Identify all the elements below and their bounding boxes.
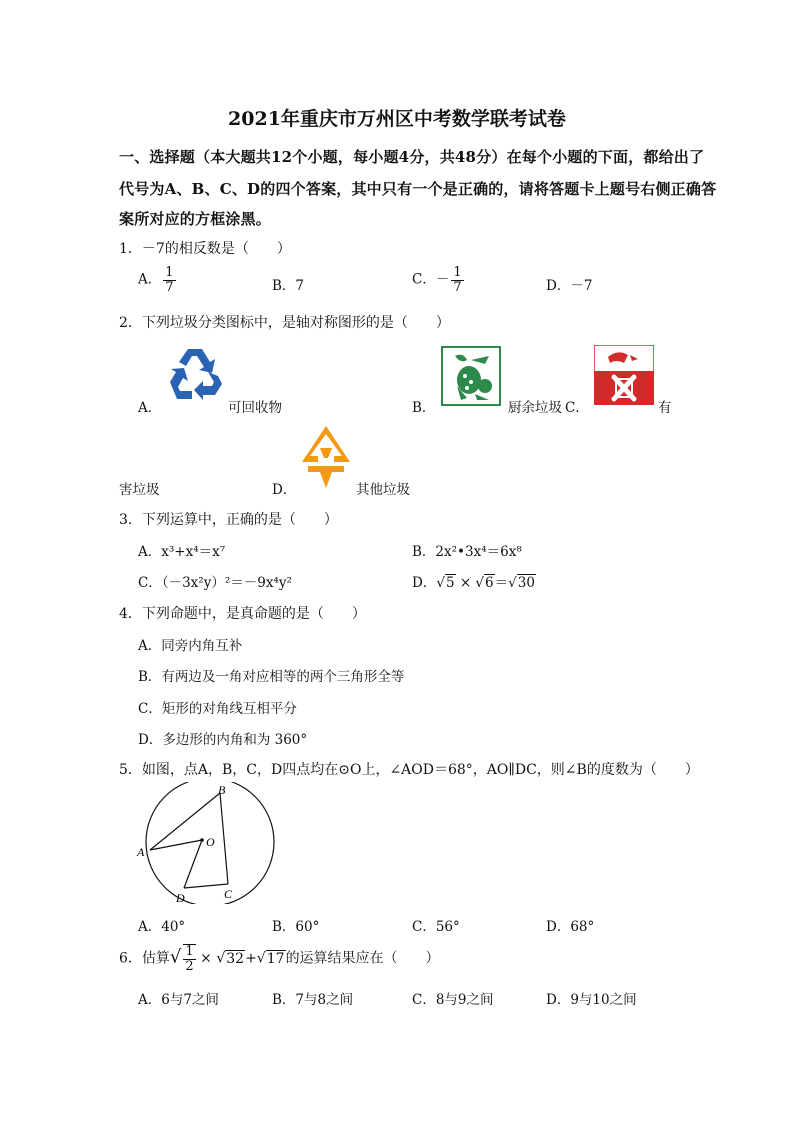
question-2-stem: 2．下列垃圾分类图标中，是轴对称图形的是（ ）	[119, 315, 450, 331]
q4-option-b: B．有两边及一角对应相等的两个三角形全等	[138, 669, 405, 685]
q4-option-a: A．同旁内角互补	[138, 638, 243, 654]
point-d-label: D	[176, 891, 185, 904]
kitchen-waste-icon	[441, 346, 501, 406]
q4-option-c: C．矩形的对角线互相平分	[138, 701, 297, 717]
q1-option-d: D．－7	[546, 278, 593, 294]
q6-option-c: C．8与9之间	[412, 992, 494, 1008]
point-c-label: C	[224, 887, 233, 901]
question-4-stem: 4．下列命题中，是真命题的是（ ）	[119, 606, 366, 622]
q6-option-a: A．6与7之间	[138, 992, 219, 1008]
q3-option-c: C．（－3x²y）²＝－9x⁴y²	[138, 575, 292, 591]
recycle-icon	[166, 346, 224, 402]
question-5-stem: 5．如图，点A，B，C，D四点均在⊙O上，∠AOD＝68°，AO∥DC，则∠B的度数为（ ）	[119, 762, 699, 778]
circle-geometry-figure	[136, 782, 286, 904]
q2-option-c-label: C．	[565, 400, 589, 416]
q6-option-b: B．7与8之间	[272, 992, 354, 1008]
q2-option-d-label: D．	[272, 482, 297, 498]
q1-option-a: A． $\frac{1}{7}$	[138, 265, 174, 295]
q2-option-c-text-part2: 害垃圾	[119, 482, 160, 498]
point-o-label: O	[206, 835, 215, 849]
q5-option-d: D．68°	[546, 919, 595, 935]
q2-option-a-text: 可回收物	[228, 400, 282, 416]
q2-option-a-label: A．	[138, 400, 162, 416]
q5-option-b: B．60°	[272, 919, 320, 935]
q2-option-c-text-part1: 有	[658, 400, 672, 416]
section-instructions-line1: 一、选择题（本大题共12个小题，每小题4分，共48分）在每个小题的下面，都给出了	[119, 148, 705, 166]
point-b-label: B	[218, 783, 226, 797]
question-3-stem: 3．下列运算中，正确的是（ ）	[119, 512, 338, 528]
q2-option-d-text: 其他垃圾	[356, 482, 410, 498]
section-instructions-line2: 代号为A、B、C、D的四个答案，其中只有一个是正确的，请将答题卡上题号右侧正确答	[119, 180, 717, 198]
question-6-stem: 6．估算√ $\frac{1}{2}$ × √32+√17的运算结果应在（ ）	[119, 944, 440, 974]
q6-option-d: D．9与10之间	[546, 992, 637, 1008]
q2-option-b-label: B．	[412, 400, 436, 416]
q3-option-a: A．x³+x⁴＝x⁷	[138, 544, 226, 560]
section-instructions-line3: 案所对应的方框涂黑。	[119, 210, 272, 228]
q5-option-a: A．40°	[138, 919, 186, 935]
point-a-label: A	[137, 845, 145, 859]
q1-option-c: C．－ $\frac{1}{7}$	[412, 265, 462, 295]
q3-option-b: B．2x²•3x⁴＝6x⁸	[412, 544, 522, 560]
q2-option-b-text: 厨余垃圾	[508, 400, 562, 416]
other-waste-icon	[298, 424, 354, 490]
q3-option-d: D．√5 × √6＝√30	[412, 575, 535, 591]
exam-title: 2021年重庆市万州区中考数学联考试卷	[228, 108, 566, 130]
q1-option-b: B．7	[272, 278, 305, 294]
q4-option-d: D．多边形的内角和为 360°	[138, 732, 308, 748]
q5-option-c: C．56°	[412, 919, 460, 935]
hazardous-waste-icon	[594, 345, 654, 405]
question-1-stem: 1．－7的相反数是（ ）	[119, 241, 291, 257]
